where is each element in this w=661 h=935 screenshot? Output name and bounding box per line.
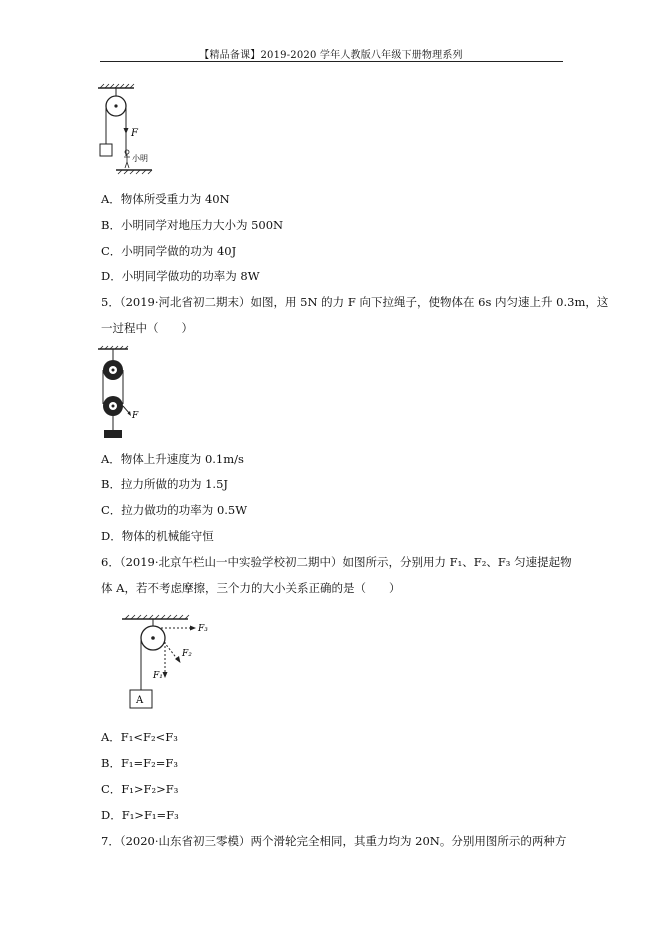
q6-stem-line1: 6．（2019·北京午栏山一中实验学校初二期中）如图所示，分别用力 F₁、F₂、F₃ 匀速提起物 [101,555,572,569]
q6-label-f2: F₂ [182,649,192,659]
q6-option-b: B．F₁=F₂=F₃ [101,756,178,770]
q5-option-c: C．拉力做功的功率为 0.5W [101,503,248,517]
q7-stem-line1: 7．（2020·山东省初三零模）两个滑轮完全相同，其重力均为 20N。分别用图所示的两种方 [101,834,567,848]
q5-option-b: B．拉力所做的功为 1.5J [101,477,229,491]
q5-pulley-figure [96,346,146,442]
q5-option-d: D．物体的机械能守恒 [101,529,214,543]
q4-person-label: 小明 [132,154,148,163]
q6-stem-line2: 体 A，若不考虑摩擦，三个力的大小关系正确的是（ ） [101,581,401,595]
q6-block-label: A [136,695,144,706]
q5-stem-line2: 一过程中（ ） [101,321,193,335]
q4-option-b: B．小明同学对地压力大小为 500N [101,218,284,232]
q5-force-label: F [132,411,139,421]
q6-option-d: D．F₁>F₁=F₃ [101,808,179,822]
q6-option-c: C．F₁>F₂>F₃ [101,782,179,796]
page-header: 【精品备课】2019-2020 学年人教版八年级下册物理系列 [199,50,463,61]
header-divider [100,61,563,62]
q4-pulley-figure [96,84,176,178]
q6-label-f3: F₃ [198,624,208,634]
q6-label-f1: F₁ [153,671,163,681]
q6-option-a: A．F₁<F₂<F₃ [101,730,178,744]
q5-option-a: A．物体上升速度为 0.1m/s [101,452,244,466]
q4-force-label: F [131,128,138,139]
q6-pulley-figure [120,614,220,710]
q4-option-d: D．小明同学做功的功率为 8W [101,269,260,283]
q5-stem-line1: 5．（2019·河北省初二期末）如图，用 5N 的力 F 向下拉绳子，使物体在 6s 内匀速上升 0.3m，这 [101,295,609,309]
q4-option-a: A．物体所受重力为 40N [101,192,230,206]
q4-option-c: C．小明同学做的功为 40J [101,244,237,258]
